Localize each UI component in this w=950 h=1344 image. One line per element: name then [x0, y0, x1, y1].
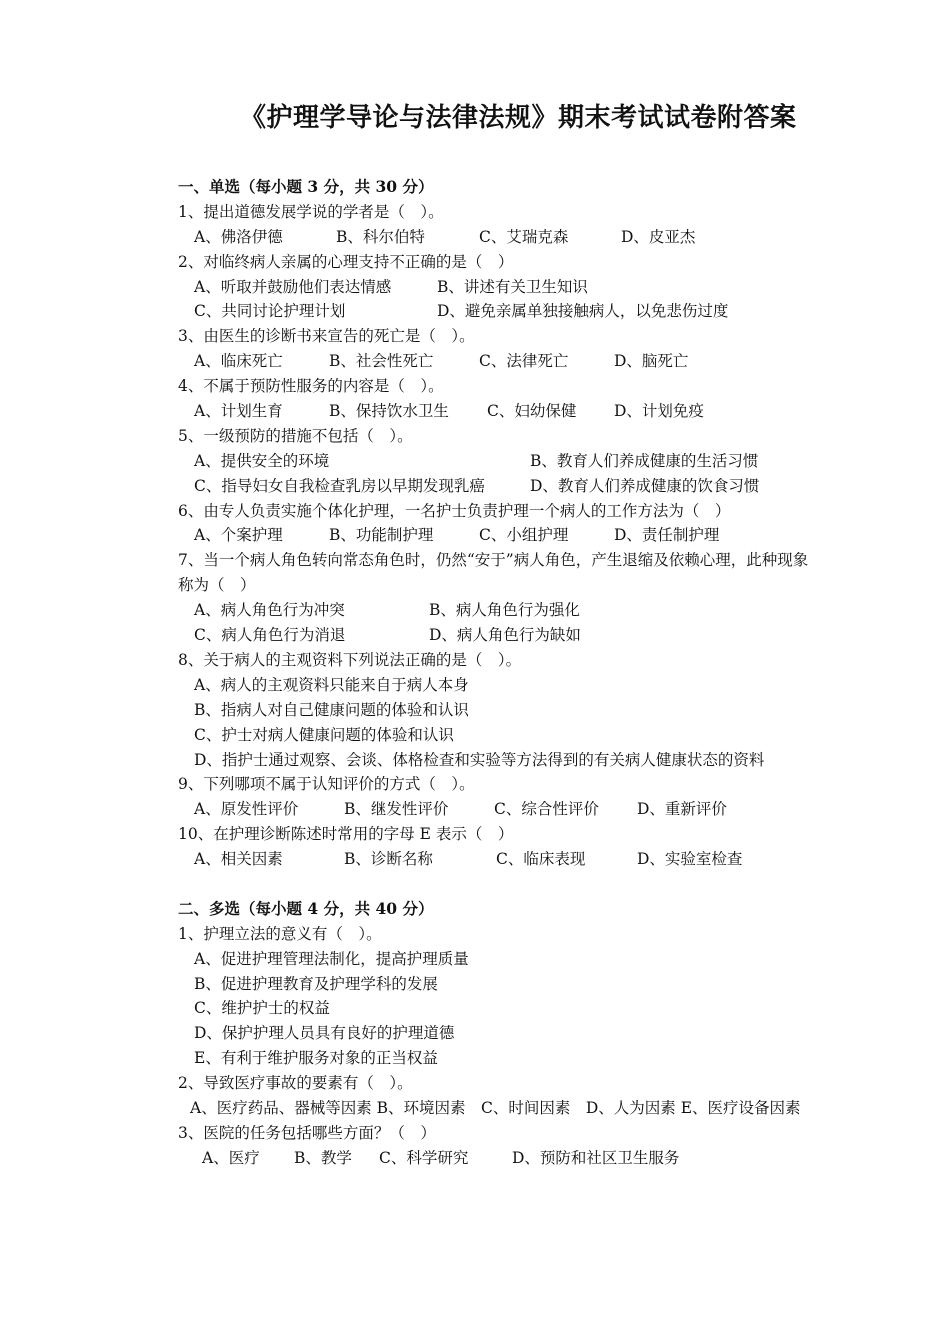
question-stem: 5、一级预防的措施不包括（ ）。: [178, 426, 413, 445]
option: C、维护护士的权益: [194, 999, 330, 1018]
question-stem: 2、导致医疗事故的要素有（ ）。: [178, 1074, 413, 1093]
option: D、计划免疫: [614, 402, 704, 421]
option: D、病人角色行为缺如: [429, 626, 581, 645]
question-stem: 2、对临终病人亲属的心理支持不正确的是（ ）: [178, 252, 514, 271]
option: B、诊断名称: [344, 850, 433, 869]
option: C、综合性评价: [494, 800, 599, 819]
question-stem: 10、在护理诊断陈述时常用的字母 E 表示（ ）: [178, 825, 514, 844]
section-gap: [178, 872, 818, 897]
section-heading: 二、多选（每小题 4 分，共 40 分）: [178, 898, 434, 918]
option: D、避免亲属单独接触病人，以免悲伤过度: [437, 302, 729, 321]
option: D、责任制护理: [614, 526, 720, 545]
option: B、讲述有关卫生知识: [437, 277, 588, 296]
option: D、预防和社区卫生服务: [512, 1148, 680, 1167]
option: A、听取并鼓励他们表达情感: [194, 277, 392, 296]
option: B、教学: [294, 1148, 352, 1167]
question-stem: 3、由医生的诊断书来宣告的死亡是（ ）。: [178, 327, 475, 346]
option-row: [178, 399, 818, 424]
question-stem: 4、不属于预防性服务的内容是（ ）。: [178, 377, 444, 396]
question-stem: 1、护理立法的意义有（ ）。: [178, 924, 382, 943]
option: B、指病人对自己健康问题的体验和认识: [194, 700, 469, 719]
option: C、妇幼保健: [487, 402, 577, 421]
page-title: 《护理学导论与法律法规》期末考试试卷附答案: [240, 103, 797, 133]
option: A、计划生育: [194, 402, 283, 421]
option: C、艾瑞克森: [479, 227, 569, 246]
question-stem: 8、关于病人的主观资料下列说法正确的是（ ）。: [178, 650, 522, 669]
option: C、指导妇女自我检查乳房以早期发现乳癌: [194, 476, 485, 495]
option-row: [178, 275, 818, 300]
option: D、指护士通过观察、会谈、体格检查和实验等方法得到的有关病人健康状态的资料: [194, 750, 765, 769]
question-stem: 1、提出道德发展学说的学者是（ ）。: [178, 202, 444, 221]
option: C、科学研究: [379, 1148, 469, 1167]
option: C、病人角色行为消退: [194, 626, 346, 645]
option: A、病人角色行为冲突: [194, 601, 345, 620]
exam-content: [178, 175, 818, 1171]
option: C、法律死亡: [479, 352, 569, 371]
option: D、实验室检查: [637, 850, 743, 869]
question-stem: 3、医院的任务包括哪些方面？（ ）: [178, 1123, 436, 1142]
option-row: [178, 797, 818, 822]
option-row: [178, 349, 818, 374]
option: A、相关因素: [194, 850, 283, 869]
option: B、社会性死亡: [329, 352, 434, 371]
option: D、皮亚杰: [621, 227, 696, 246]
option-row: [178, 523, 818, 548]
question-stem: 7、当一个病人角色转向常态角色时，仍然“安于”病人角色，产生退缩及依赖心理，此种现象称为（ ）: [178, 551, 809, 595]
option: D、脑死亡: [614, 352, 689, 371]
option: C、共同讨论护理计划: [194, 302, 346, 321]
option: A、促进护理管理法制化，提高护理质量: [194, 949, 469, 968]
option: B、病人角色行为强化: [429, 601, 580, 620]
option-row: [178, 847, 818, 872]
option: C、小组护理: [479, 526, 569, 545]
option: A、医疗: [202, 1148, 260, 1167]
option: C、临床表现: [496, 850, 586, 869]
option: A、临床死亡: [194, 352, 283, 371]
option-row: [178, 474, 818, 499]
option: B、功能制护理: [329, 526, 434, 545]
option-row: [178, 598, 818, 623]
option: B、教育人们养成健康的生活习惯: [530, 451, 759, 470]
option: B、继发性评价: [344, 800, 449, 819]
option-row: [178, 225, 818, 250]
option: B、保持饮水卫生: [329, 402, 449, 421]
option: D、教育人们养成健康的饮食习惯: [530, 476, 760, 495]
question-stem: 9、下列哪项不属于认知评价的方式（ ）。: [178, 775, 475, 794]
option: B、促进护理教育及护理学科的发展: [194, 974, 438, 993]
option: A、佛洛伊德: [194, 227, 283, 246]
option: D、重新评价: [637, 800, 727, 819]
option: A、原发性评价: [194, 800, 299, 819]
option: C、护士对病人健康问题的体验和认识: [194, 725, 454, 744]
option-row: A、医疗药品、器械等因素 B、环境因素 C、时间因素 D、人为因素 E、医疗设备因素: [190, 1098, 801, 1117]
option-row: [178, 623, 818, 648]
option: A、个案护理: [194, 526, 283, 545]
option-row: [178, 299, 818, 324]
question-stem: 6、由专人负责实施个体化护理，一名护士负责护理一个病人的工作方法为（ ）: [178, 501, 731, 520]
option-row: [178, 1146, 818, 1171]
option: A、病人的主观资料只能来自于病人本身: [194, 675, 469, 694]
option: E、有利于维护服务对象的正当权益: [194, 1049, 438, 1068]
option: B、科尔伯特: [336, 227, 425, 246]
section-heading: 一、单选（每小题 3 分，共 30 分）: [178, 177, 434, 196]
option-row: [178, 449, 818, 474]
option: D、保护护理人员具有良好的护理道德: [194, 1024, 455, 1043]
option: A、提供安全的环境: [194, 451, 330, 470]
